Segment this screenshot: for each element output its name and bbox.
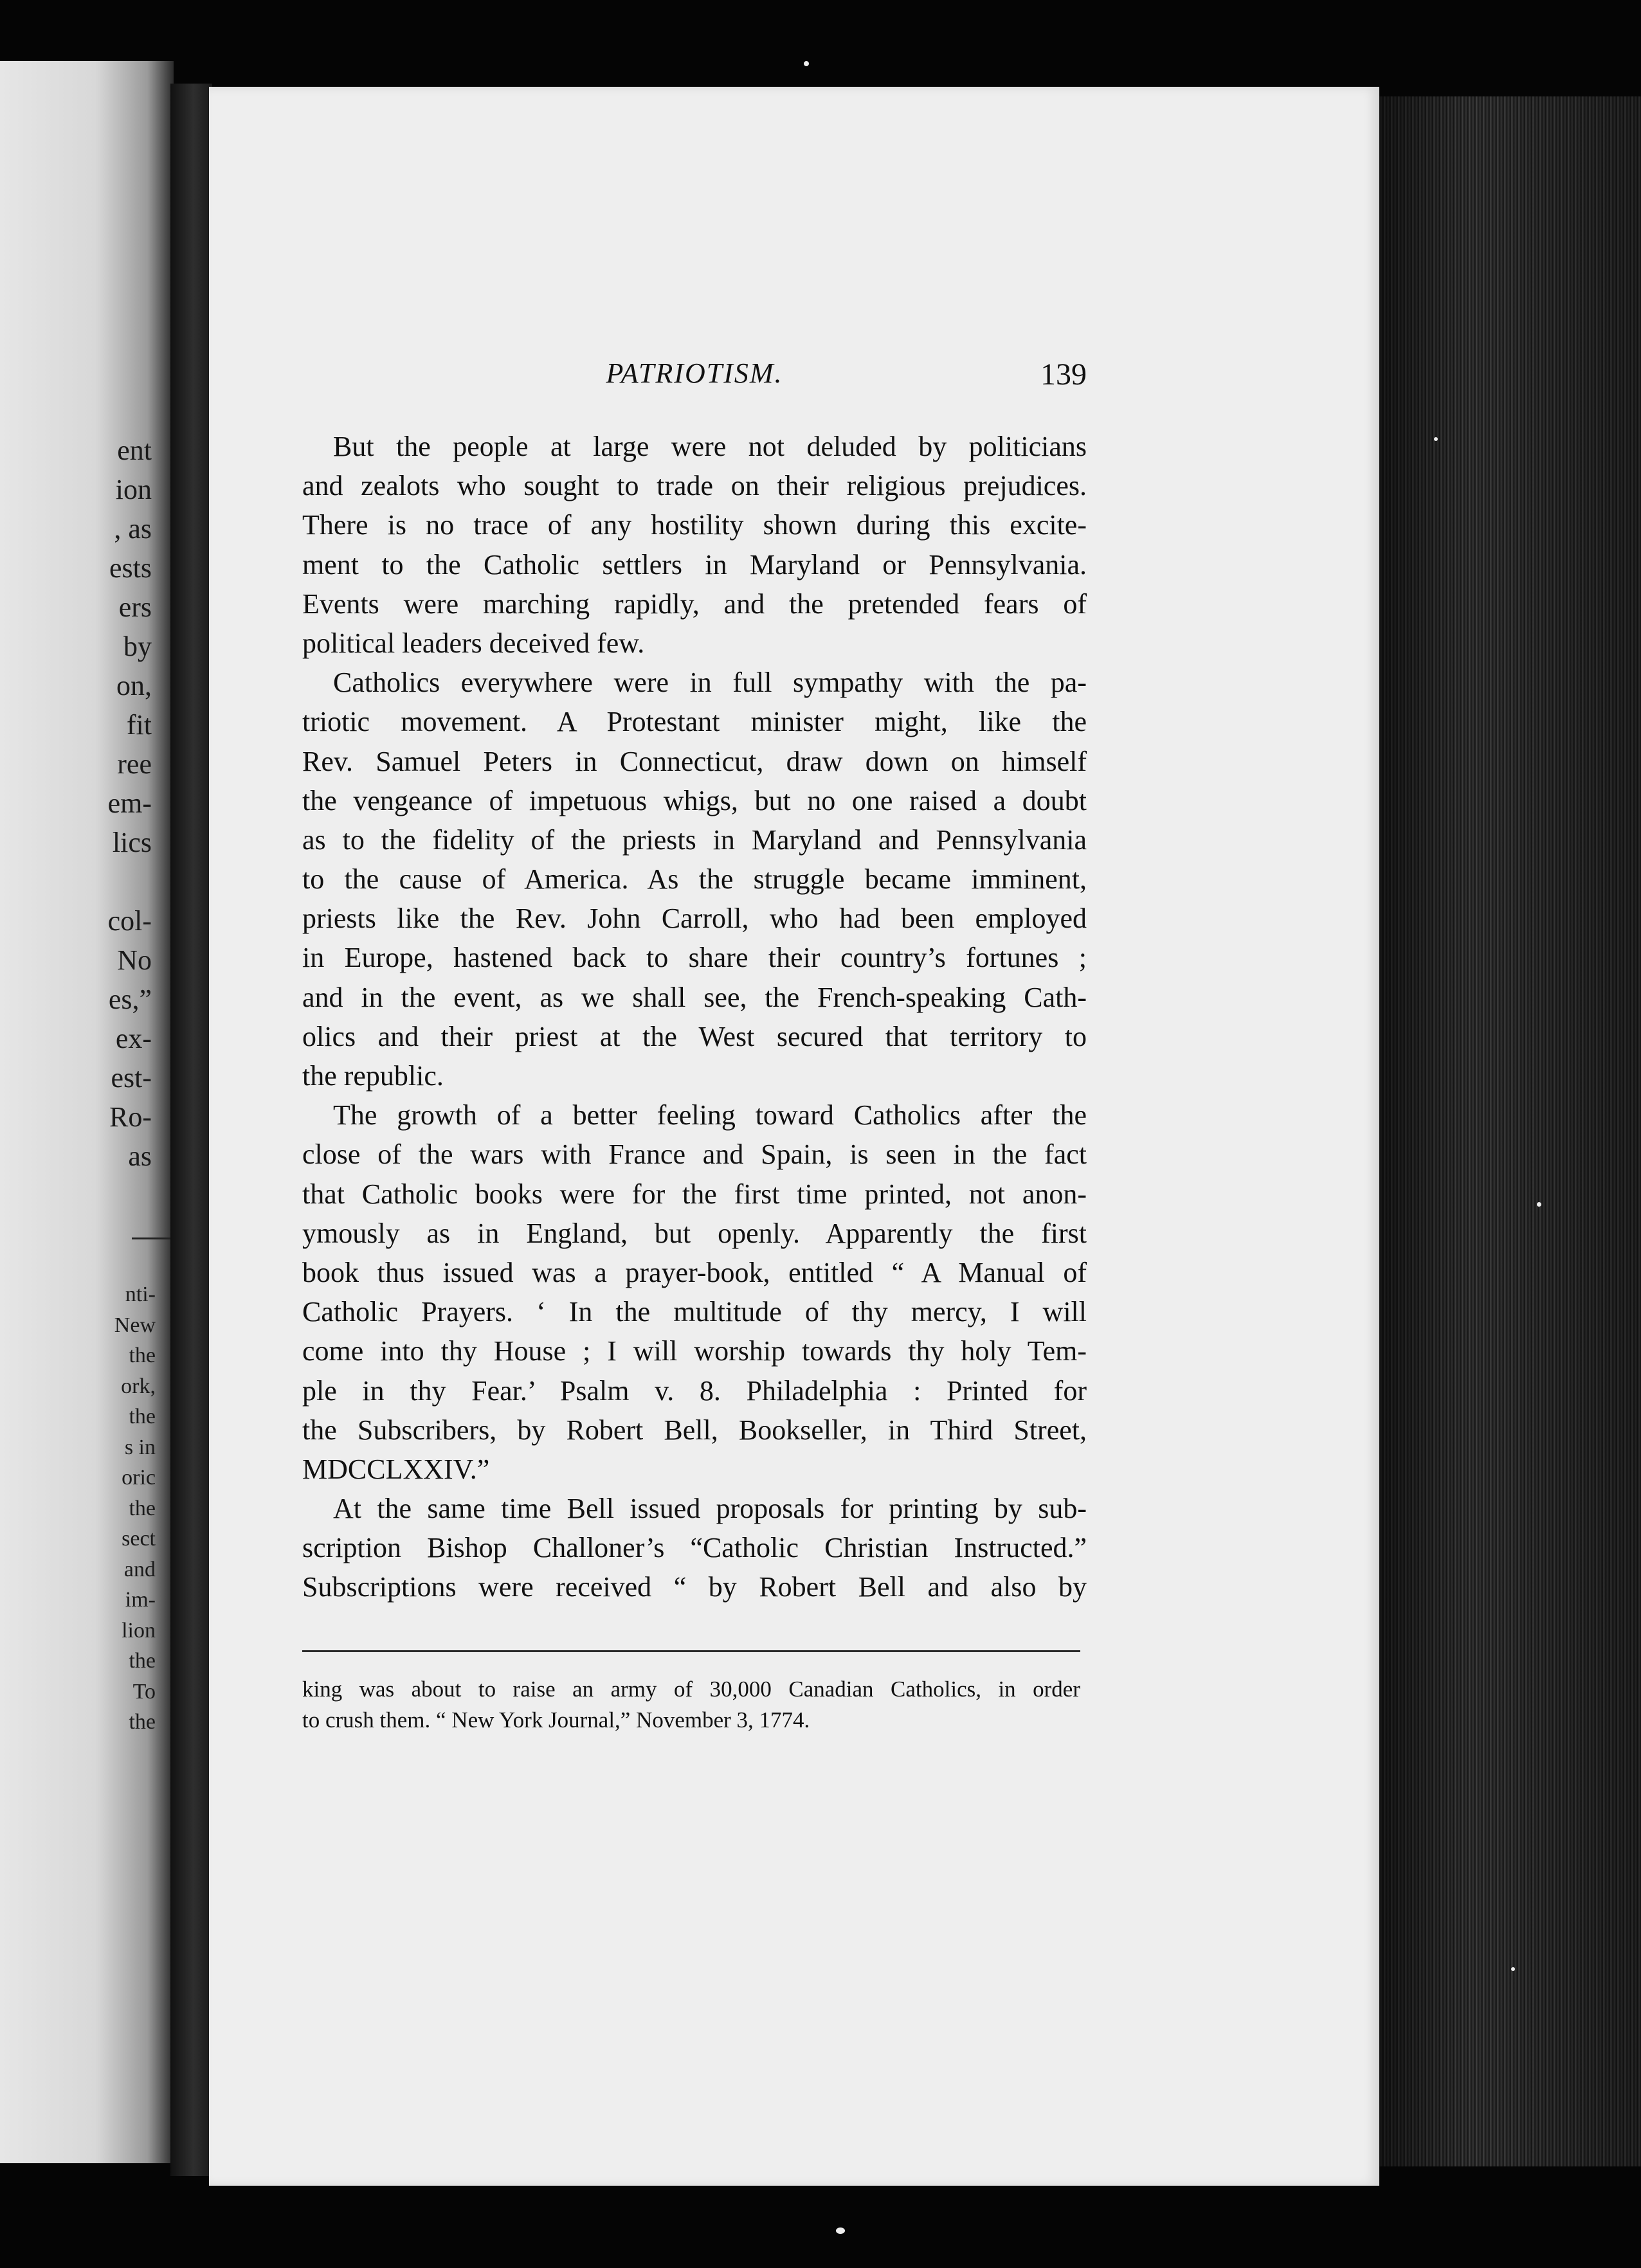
body-line: that Catholic books were for the first time printed, not anon- — [302, 1178, 1087, 1210]
book-gutter — [170, 84, 212, 2176]
left-page-line: em- — [107, 788, 152, 819]
left-footnote-line: New — [114, 1313, 156, 1337]
body-line: as to the fidelity of the priests in Maryland and Pennsylvania — [302, 824, 1087, 856]
body-line: priests like the Rev. John Carroll, who had been employed — [302, 903, 1087, 935]
left-footnote-line: s in — [124, 1435, 156, 1459]
dust-speck — [1537, 1202, 1541, 1207]
body-line: book thus issued was a prayer-book, entitled “ A Manual of — [302, 1256, 1087, 1288]
body-line: MDCCLXXIV.” — [302, 1453, 490, 1485]
body-line: At the same time Bell issued proposals for printing by sub- — [333, 1493, 1087, 1525]
left-footnote-rule — [132, 1238, 174, 1239]
left-page-line: on, — [116, 670, 152, 701]
body-line: ment to the Catholic settlers in Maryland or Pennsylvania. — [302, 548, 1087, 580]
page-number: 139 — [1040, 357, 1087, 392]
left-page-line: as — [128, 1140, 152, 1172]
left-page-line: est- — [111, 1062, 152, 1094]
left-footnote-line: and — [123, 1557, 156, 1581]
body-line: political leaders deceived few. — [302, 627, 645, 659]
body-line: olics and their priest at the West secured that territory to — [302, 1020, 1087, 1052]
left-footnote-line: lion — [122, 1618, 156, 1643]
left-page-line: col- — [107, 905, 152, 937]
page-fore-edge — [1379, 96, 1641, 2166]
body-line: and in the event, as we shall see, the French-speaking Cath- — [302, 981, 1087, 1013]
left-footnote-line: nti- — [125, 1282, 156, 1306]
footnote-line: king was about to raise an army of 30,000 Canadian Catholics, in order — [302, 1677, 1080, 1702]
body-line: ymously as in England, but openly. Apparently the first — [302, 1217, 1087, 1249]
running-head: PATRIOTISM. — [606, 357, 783, 389]
dust-speck — [836, 2228, 845, 2234]
dust-speck — [1511, 1967, 1515, 1971]
left-page-line: Ro- — [109, 1101, 152, 1133]
body-text — [302, 427, 1087, 1607]
body-line: the Subscribers, by Robert Bell, Bookseller, in Third Street, — [302, 1414, 1087, 1446]
body-line: scription Bishop Challoner’s “Catholic Christian Instructed.” — [302, 1532, 1087, 1564]
body-line: come into thy House ; I will worship towards thy holy Tem- — [302, 1335, 1087, 1367]
left-page-line: No — [117, 944, 152, 976]
body-line: There is no trace of any hostility shown during this excite- — [302, 509, 1087, 541]
body-line: triotic movement. A Protestant minister might, like the — [302, 706, 1087, 738]
body-line: Rev. Samuel Peters in Connecticut, draw down on himself — [302, 745, 1087, 777]
body-line: The growth of a better feeling toward Catholics after the — [333, 1099, 1087, 1131]
left-page-line: ent — [117, 435, 152, 466]
left-page-line: es,” — [108, 984, 152, 1015]
body-line: in Europe, hastened back to share their country’s fortunes ; — [302, 942, 1087, 974]
left-page-line: ests — [109, 552, 152, 584]
left-page-line: lics — [112, 827, 152, 858]
left-page-line: ion — [115, 474, 152, 505]
page-header — [302, 357, 1087, 402]
body-line: to the cause of America. As the struggle became imminent, — [302, 863, 1087, 896]
body-line: Events were marching rapidly, and the pretended fears of — [302, 588, 1087, 620]
left-footnote-line: the — [129, 1405, 156, 1428]
left-page-line: ex- — [115, 1023, 152, 1054]
left-footnote-line: To — [132, 1679, 156, 1704]
left-page-line: ree — [117, 748, 152, 780]
dust-speck — [945, 129, 952, 134]
left-page-line: fit — [126, 709, 152, 741]
left-footnote-line: im- — [125, 1588, 156, 1612]
body-line: the republic. — [302, 1060, 444, 1092]
footnote-line: to crush them. “ New York Journal,” November 3, 1774. — [302, 1707, 810, 1733]
left-page-line: , as — [114, 513, 152, 544]
left-page-line: by — [123, 631, 152, 662]
body-line: Catholic Prayers. ‘ In the multitude of thy mercy, I will — [302, 1296, 1087, 1328]
body-line: But the people at large were not deluded by politicians — [333, 431, 1087, 462]
body-line: close of the wars with France and Spain, is seen in the fact — [302, 1138, 1087, 1171]
left-footnote-line: ork, — [121, 1374, 156, 1398]
footnote-rule — [302, 1650, 1080, 1652]
body-line: the vengeance of impetuous whigs, but no one raised a doubt — [302, 784, 1087, 816]
left-footnote-line: the — [129, 1496, 156, 1520]
left-page-line: ers — [118, 591, 152, 623]
footnote — [302, 1674, 1080, 1736]
left-footnote-line: oric — [122, 1466, 156, 1490]
left-footnote-line: the — [129, 1344, 156, 1367]
left-footnote-line: the — [129, 1710, 156, 1734]
body-line: Subscriptions were received “ by Robert Bell and also by — [302, 1571, 1087, 1603]
dust-speck — [1434, 437, 1438, 441]
left-footnote-line: sect — [122, 1527, 156, 1551]
body-line: Catholics everywhere were in full sympathy with the pa- — [333, 667, 1087, 699]
dust-speck — [804, 61, 809, 66]
body-line: and zealots who sought to trade on their religious prejudices. — [302, 470, 1087, 502]
left-footnote-line: the — [129, 1649, 156, 1673]
body-line: ple in thy Fear.’ Psalm v. 8. Philadelphia : Printed for — [302, 1374, 1087, 1407]
left-page-fragment — [0, 61, 174, 2163]
